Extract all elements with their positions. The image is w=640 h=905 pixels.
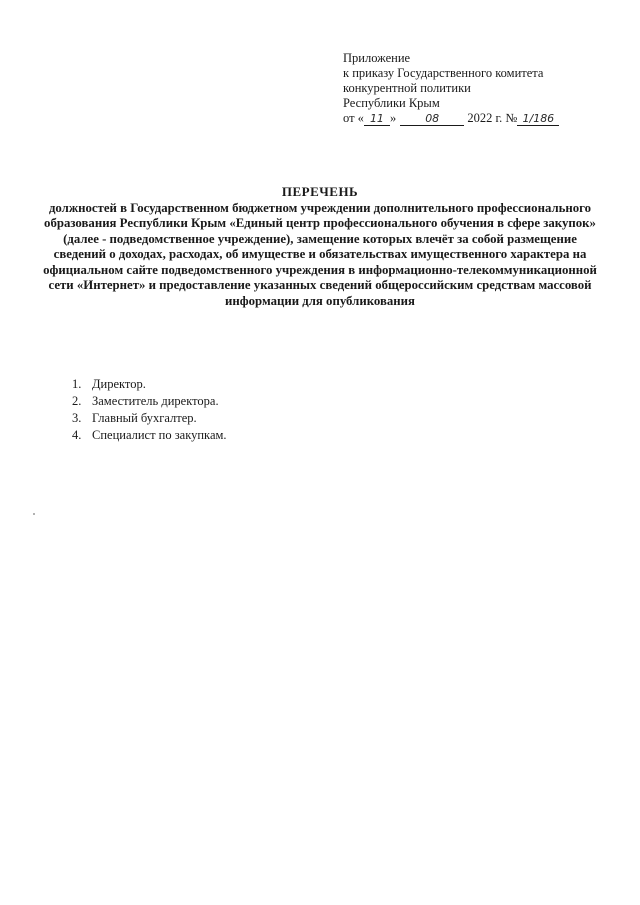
date-day-handwritten: 11 <box>364 113 390 126</box>
list-item <box>72 410 472 427</box>
scan-speck <box>33 513 35 515</box>
list-item-text: Директор. <box>92 377 146 391</box>
positions-list <box>72 376 472 444</box>
appendix-order-ref: к приказу Государственного комитета <box>343 66 544 80</box>
date-prefix: от « <box>343 111 364 125</box>
appendix-committee: конкурентной политики <box>343 81 471 95</box>
list-item <box>72 393 472 410</box>
list-item-number: 1. <box>72 377 82 391</box>
order-number-handwritten: 1/186 <box>517 113 559 126</box>
appendix-republic: Республики Крым <box>343 96 440 110</box>
appendix-title: Приложение <box>343 51 411 65</box>
date-quote-close: » <box>389 111 397 125</box>
list-item-text: Заместитель директора. <box>92 394 219 408</box>
list-item <box>72 427 472 444</box>
list-item-number: 3. <box>72 411 82 425</box>
list-item-number: 4. <box>72 428 82 442</box>
list-item <box>72 376 472 393</box>
document-title <box>40 184 600 309</box>
date-year: 2022 г. <box>467 111 503 125</box>
list-item-text: Главный бухгалтер. <box>92 411 197 425</box>
title-heading: ПЕРЕЧЕНЬ <box>281 184 359 199</box>
list-item-text: Специалист по закупкам. <box>92 428 227 442</box>
title-body: должностей в Государственном бюджетном учреждении дополнительного профессионального образования Республики Крым «Единый центр профессионального обучения в сфере закупок» (далее - подведомственное учреждение), замещение которых влечёт за собой размещение сведений о доходах, расходах, об имуществе и обязательствах имущественного характера на официальном сайте подведомственного учреждения в информационно-телекоммуникационной сети «Интернет» и предоставление указанных сведений общероссийским средствам массовой информации для опубликования <box>43 200 597 308</box>
number-sign: № <box>505 111 518 125</box>
date-month-handwritten: 08 <box>400 113 464 126</box>
list-item-number: 2. <box>72 394 82 408</box>
appendix-header <box>343 51 583 126</box>
appendix-date-line <box>343 111 583 126</box>
